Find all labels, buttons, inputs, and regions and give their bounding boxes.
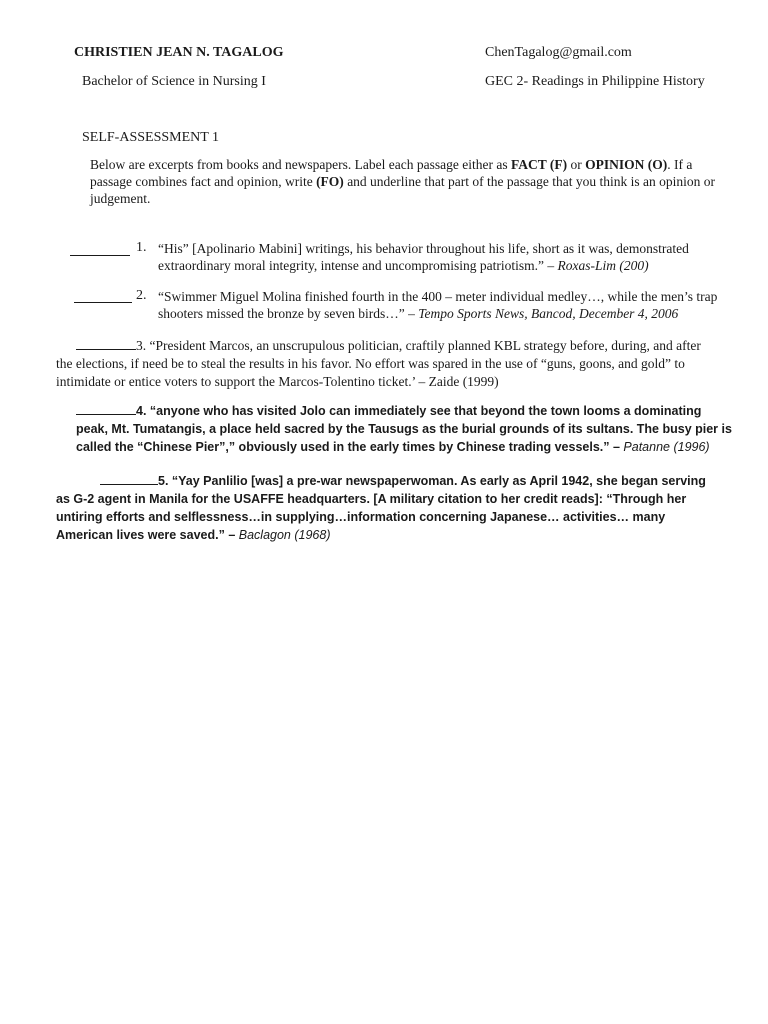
passage-source: Baclagon (1968) <box>238 528 331 542</box>
passage-text: “Swimmer Miguel Molina finished fourth in the 400 – meter individual medley…, while the men’s trap shooters missed the bronze by seven birds…” – <box>158 289 718 321</box>
passage-text: “anyone who has visited Jolo can immediately see that beyond the town looms a dominating peak, Mt. Tumatangis, a place held sacred by the Tausugs as the burial grounds of its sultans. The busy pier is called the “Chinese Pier”,” obviously used in the early times by Chinese trading vessels.” – <box>76 404 732 454</box>
item-number-5: 5. <box>158 474 169 488</box>
item-5-text <box>56 472 716 544</box>
item-number-2: 2. <box>136 288 147 303</box>
answer-blank-4[interactable] <box>76 402 136 415</box>
instructions <box>90 156 726 207</box>
answer-blank-2[interactable] <box>74 290 132 303</box>
passage-source: Patanne (1996) <box>623 440 710 454</box>
instructions-text: . If a passage combines fact and opinion, write <box>90 157 693 189</box>
item-2-text <box>158 288 728 322</box>
instructions-text: or <box>567 157 586 172</box>
course-title: GEC 2- Readings in Philippine History <box>485 74 705 89</box>
degree-program: Bachelor of Science in Nursing I <box>82 74 266 89</box>
instructions-text: Below are excerpts from books and newspapers. Label each passage either as <box>90 157 511 172</box>
student-email: ChenTagalog@gmail.com <box>485 45 632 60</box>
passage-text: “Yay Panlilio [was] a pre-war newspaperwoman. As early as April 1942, she began serving as G-2 agent in Manila for the USAFFE headquarters. [A military citation to her credit reads]: “Through her untiring efforts and selflessness…in supplying…information concerning Japanese… activities… many American lives were saved.” – <box>56 474 706 542</box>
item-number-3: 3. <box>136 338 147 353</box>
opinion-label: OPINION (O) <box>585 157 668 172</box>
passage-text: “President Marcos, an unscrupulous politician, craftily planned KBL strategy before, during, and after the elections, if need be to steal the results in his favor. No effort was spared in the use of “guns, goons, and gold” to intimidate or entice voters to support the Marcos-Tolentino ticket.’ – Zaide (1999) <box>56 338 701 389</box>
answer-blank-3[interactable] <box>76 337 136 350</box>
passage-source: Roxas-Lim (200) <box>557 258 649 273</box>
item-number-4: 4. <box>136 404 147 418</box>
assessment-title: SELF-ASSESSMENT 1 <box>82 130 220 145</box>
answer-blank-5[interactable] <box>100 472 158 485</box>
student-name: CHRISTIEN JEAN N. TAGALOG <box>74 45 284 60</box>
item-number-1: 1. <box>136 240 147 255</box>
item-4-text <box>76 402 736 456</box>
passage-text: “His” [Apolinario Mabini] writings, his behavior throughout his life, short as it was, demonstrated extraordinary moral integrity, intense and uncompromising patriotism.” – <box>158 241 689 273</box>
fo-label: (FO) <box>316 174 344 189</box>
answer-blank-1[interactable] <box>70 243 130 256</box>
fact-label: FACT (F) <box>510 157 568 172</box>
passage-source: Tempo Sports News, Bancod, December 4, 2006 <box>418 306 679 321</box>
item-3-text <box>56 337 720 391</box>
instructions-text: and underline that part of the passage that you think is an opinion or judgement. <box>90 174 715 206</box>
item-1-text <box>158 240 728 274</box>
